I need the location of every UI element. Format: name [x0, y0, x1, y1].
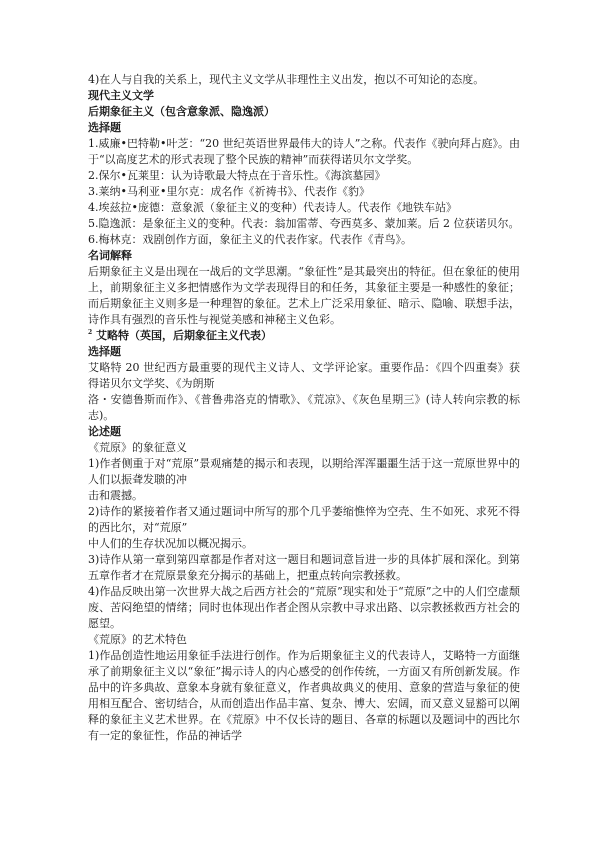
footnote-marker: 2	[88, 329, 93, 336]
list-item: 5.隐逸派：是象征主义的变种。代表：翁加雷蒂、夸西莫多、蒙加莱。后 2 位获诺贝尔。	[88, 217, 520, 230]
eliot-choice-line: 洛・安德鲁斯而作》、《普鲁弗洛克的情歌》、《荒凉》、《灰色星期三》(诗人转向宗教的标志)。	[88, 393, 520, 422]
choice-heading: 选择题	[88, 121, 121, 134]
essay-point: 1)作品创造性地运用象征手法进行创作。作为后期象征主义的代表诗人，艾略特一方面继承了前期象征主义以“象征”揭示诗人的内心感受的创作传统，一方面又有所创新发展。作品中的许多典故、意象本身就有象征意义，作者典故典义的使用、意象的营造与象征的使用相互配合、密切结合，从而创造出作品丰富、复杂、博大、宏阔，而又意义显豁可以阐释的象征主义艺术世界。在《荒原》中不仅长诗的题目、各章的标题以及题词中的西比尔有一定的象征性，作品的神话学	[88, 649, 520, 742]
section-title: 现代主义文学	[88, 89, 154, 102]
eliot-choice-line: 艾略特 20 世纪西方最重要的现代主义诗人、文学评论家。重要作品：《四个四重奏》获得诺贝尔文学奖、《为朗斯	[88, 361, 520, 390]
document-body	[88, 72, 520, 744]
term-heading: 名词解释	[88, 249, 132, 262]
essay-heading: 论述题	[88, 425, 121, 438]
essay-point: 4)作品反映出第一次世界大战之后西方社会的“荒原”现实和处于“荒原”之中的人们空虚颓废、苦闷绝望的情绪；同时也体现出作者企图从宗教中寻求出路、以宗教拯救西方社会的愿望。	[88, 585, 520, 630]
intro-point-4: 4)在人与自我的关系上，现代主义文学从非理性主义出发，抱以不可知论的态度。	[88, 73, 485, 86]
list-item: 1.威廉•巴特勒•叶芝：“20 世纪英语世界最伟大的诗人”之称。代表作《驶向拜占庭》。由于“以高度艺术的形式表现了整个民族的精神”而获得诺贝尔文学奖。	[88, 137, 520, 166]
list-item: 3.莱纳•马利亚•里尔克：成名作《祈祷书》、代表作《豹》	[88, 185, 370, 198]
term-explanation: 后期象征主义是出现在一战后的文学思潮。“象征性”是其最突出的特征。但在象征的使用上，前期象征主义多把情感作为文学表现得目的和任务，其象征主要是一种感性的象征；而后期象征主义则多是一种理智的象征。艺术上广泛采用象征、暗示、隐喻、联想手法，诗作具有强烈的音乐性与视觉美感和神秘主义色彩。	[88, 265, 520, 326]
essay-point: 3)诗作从第一章到第四章都是作者对这一题目和题词意旨进一步的具体扩展和深化。到第五章作者才在荒原景象充分揭示的基础上，把重点转向宗教拯救。	[88, 553, 520, 582]
essay-title-art-features: 《荒原》的艺术特色	[88, 633, 187, 646]
essay-title-symbolism: 《荒原》的象征意义	[88, 441, 187, 454]
list-item: 4.埃兹拉•庞德：意象派（象征主义的变种）代表诗人。代表作《地铁车站》	[88, 201, 457, 214]
subsection-title-eliot	[88, 328, 520, 344]
subsection-title-eliot-text: 艾略特（英国，后期象征主义代表）	[96, 329, 273, 342]
choice-heading: 选择题	[88, 345, 121, 358]
subsection-title-late-symbolism: 后期象征主义（包含意象派、隐逸派）	[88, 105, 275, 118]
essay-point: 1)作者侧重于对“荒原”景观痛楚的揭示和表现，以期给浑浑噩噩生活于这一荒原世界中的人们以振聋发聩的冲	[88, 457, 520, 486]
essay-point: 中人们的生存状况加以概况揭示。	[88, 537, 253, 550]
list-item: 6.梅林克：戏剧创作方面，象征主义的代表作家。代表作《青鸟》。	[88, 233, 412, 246]
list-item: 2.保尔•瓦莱里：认为诗歌最大特点在于音乐性。《海滨墓园》	[88, 169, 386, 182]
essay-point: 击和震撼。	[88, 489, 143, 502]
essay-point: 2)诗作的紧接着作者又通过题词中所写的那个几乎萎缩憔悴为空壳、生不如死、求死不得的西比尔，对“荒原”	[88, 505, 520, 534]
